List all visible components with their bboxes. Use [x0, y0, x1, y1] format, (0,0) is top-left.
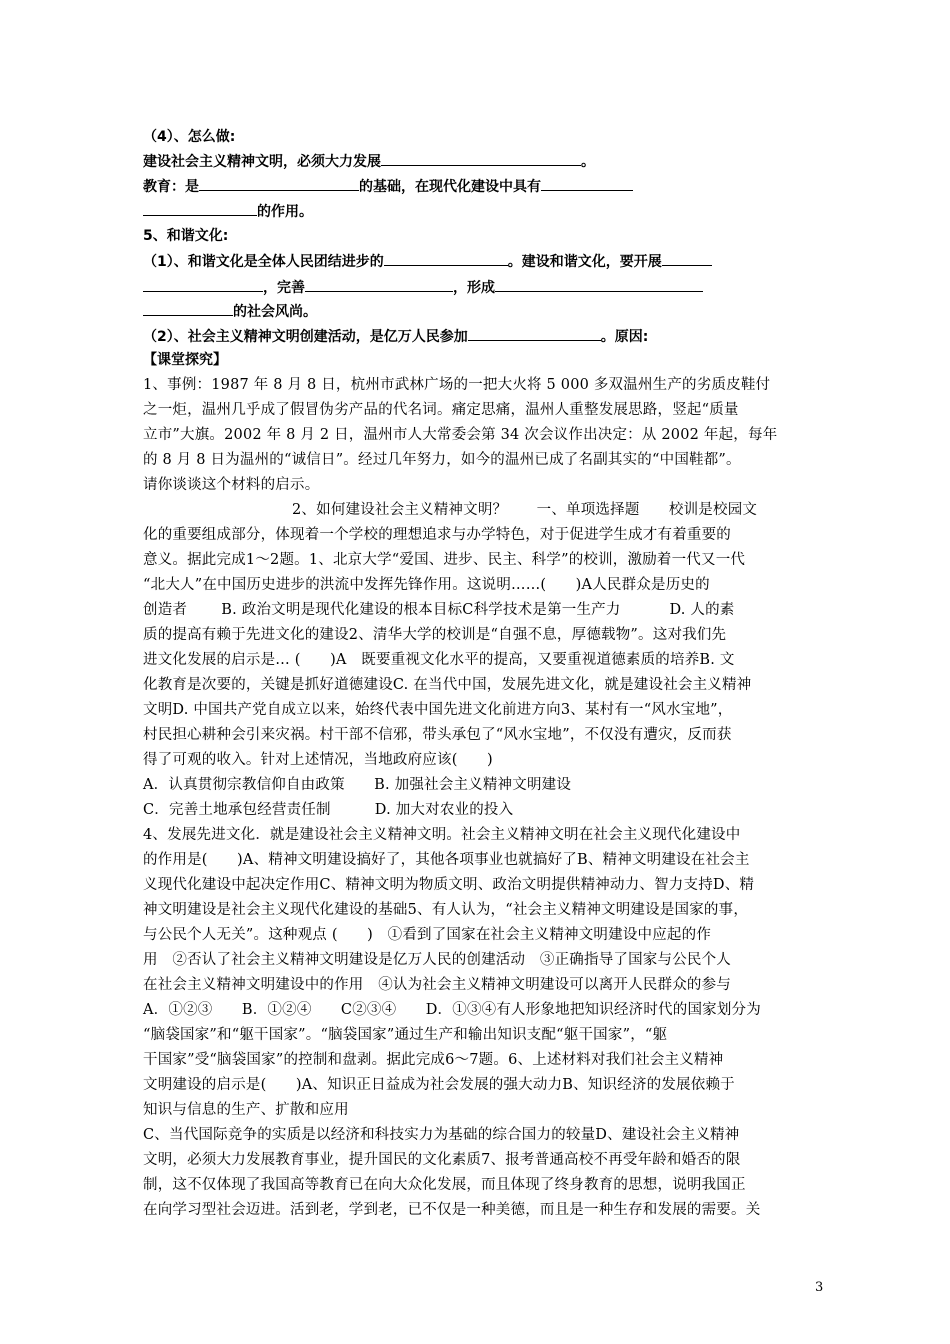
- text: ，完善: [263, 280, 305, 296]
- answer-blank[interactable]: [381, 150, 581, 166]
- body-line: “脑袋国家”和“躯干国家”。“脑袋国家”通过生产和输出知识支配“躯干国家”，“躯: [143, 1027, 668, 1043]
- body-line: 的 8 月 8 日为温州的“诚信日”。经过几年努力，如今的温州已成了名副其实的“中国鞋都”。: [143, 452, 741, 468]
- text: 的基础，在现代化建设中具有: [359, 179, 541, 195]
- text: 的社会风尚。: [233, 304, 317, 320]
- answer-blank[interactable]: [143, 200, 257, 216]
- page-number: 3: [815, 1280, 824, 1295]
- body-line: 在向学习型社会迈进。活到老，学到老，已不仅是一种美德，而且是一种生存和发展的需要。关: [143, 1202, 761, 1218]
- answer-blank[interactable]: [305, 276, 453, 292]
- fill-line-harmony-2: [143, 276, 703, 299]
- body-line: 在社会主义精神文明建设中的作用 ④认为社会主义精神文明建设可以离开人民群众的参与: [143, 977, 731, 993]
- body-line: 文明D. 中国共产党自成立以来，始终代表中国先进文化前进方向3、某村有一“风水宝地”，: [143, 702, 733, 718]
- fill-line-harmony: [143, 250, 712, 273]
- answer-blank[interactable]: [384, 250, 508, 266]
- answer-blank[interactable]: [199, 175, 359, 191]
- option-line: A．认真贯彻宗教信仰自由政策 B. 加强社会主义精神文明建设: [143, 777, 572, 793]
- text: 的作用。: [257, 204, 313, 220]
- text: ，形成: [453, 280, 495, 296]
- body-line: 干国家”受“脑袋国家”的控制和盘剥。据此完成6～7题。6、上述材料对我们社会主义精神: [143, 1052, 724, 1068]
- body-line: 用 ②否认了社会主义精神文明建设是亿万人民的创建活动 ③正确指导了国家与公民个人: [143, 952, 731, 968]
- text: 教育：是: [143, 179, 199, 195]
- body-line: 意义。据此完成1～2题。1、北京大学“爱国、进步、民主、科学”的校训，激励着一代又一代: [143, 552, 746, 568]
- answer-blank[interactable]: [143, 276, 263, 292]
- fill-line-education-role: [143, 175, 633, 198]
- body-line: 神文明建设是社会主义现代化建设的基础5、有人认为，“社会主义精神文明建设是国家的事，: [143, 902, 749, 918]
- body-line: 请你谈谈这个材料的启示。: [143, 477, 320, 493]
- text: （4）、怎么做:: [143, 129, 236, 145]
- section-4-heading: [143, 126, 235, 148]
- body-line: C、当代国际竞争的实质是以经济和科技实力为基础的综合国力的较量D、建设社会主义精神: [143, 1127, 740, 1143]
- answer-blank[interactable]: [662, 250, 712, 266]
- body-line: 与公民个人无关”。这种观点 ( ) ①看到了国家在社会主义精神文明建设中应起的作: [143, 927, 712, 943]
- body-line: 之一炬，温州几乎成了假冒伪劣产品的代名词。痛定思痛，温州人重整发展思路，竖起“质量: [143, 402, 739, 418]
- body-line: 义现代化建设中起决定作用C、精神文明为物质文明、政治文明提供精神动力、智力支持D、精: [143, 877, 755, 893]
- body-line: 1、事例：1987 年 8 月 8 日，杭州市武林广场的一把大火将 5 000 多双温州生产的劣质皮鞋付: [143, 377, 771, 393]
- answer-blank[interactable]: [143, 300, 233, 316]
- body-line: 质的提高有赖于先进文化的建设2、清华大学的校训是“自强不息，厚德载物”。这对我们先: [143, 627, 727, 643]
- body-line: 村民担心耕种会引来灾祸。村干部不信邪，带头承包了“风水宝地”，不仅没有遭灾，反而获: [143, 727, 732, 743]
- fill-line-harmony-3: [143, 300, 317, 323]
- body-line: 的作用是( )A、精神文明建设搞好了，其他各项事业也就搞好了B、精神文明建设在社会主: [143, 852, 750, 868]
- body-line: 化教育是次要的，关键是抓好道德建设C. 在当代中国，发展先进文化，就是建设社会主义精神: [143, 677, 752, 693]
- body-line: 创造者 B. 政治文明是现代化建设的根本目标C科学技术是第一生产力 D. 人的素: [143, 602, 735, 618]
- option-line: C．完善土地承包经营责任制 D. 加大对农业的投入: [143, 802, 514, 818]
- body-line: 4、发展先进文化．就是建设社会主义精神文明。社会主义精神文明在社会主义现代化建设中: [143, 827, 741, 843]
- body-line: 知识与信息的生产、扩散和应用: [143, 1102, 349, 1118]
- class-inquiry-heading: [143, 349, 227, 371]
- text: 。建设和谐文化，要开展: [507, 254, 662, 270]
- body-line: “北大人”在中国历史进步的洪流中发挥先锋作用。这说明……( )A人民群众是历史的: [143, 577, 710, 593]
- body-line: 立市”大旗。2002 年 8 月 2 日，温州市人大常委会第 34 次会议作出决定：从 2002 年起，每年: [143, 427, 778, 443]
- body-line: 进文化发展的启示是… ( )A 既要重视文化水平的提高，又要重视道德素质的培养B. 文: [143, 652, 735, 668]
- body-line: A．①②③ B．①②④ C②③④ D．①③④有人形象地把知识经济时代的国家划分为: [143, 1002, 761, 1018]
- fill-line-role: [143, 200, 313, 223]
- fill-line-education: [143, 150, 595, 173]
- body-line: 2、如何建设社会主义精神文明？ 一、单项选择题 校训是校园文: [292, 502, 758, 518]
- body-line: 文明，必须大力发展教育事业，提升国民的文化素质7、报考普通高校不再受年龄和婚否的限: [143, 1152, 741, 1168]
- text: （1）、和谐文化是全体人民团结进步的: [143, 254, 384, 270]
- text: 。原因:: [600, 329, 649, 345]
- text: 5、和谐文化:: [143, 228, 229, 244]
- text: （2）、社会主义精神文明创建活动，是亿万人民参加: [143, 329, 468, 345]
- answer-blank[interactable]: [541, 175, 633, 191]
- section-5-heading: [143, 225, 228, 247]
- body-line: 文明建设的启示是( )A、知识正日益成为社会发展的强大动力B、知识经济的发展依赖于: [143, 1077, 735, 1093]
- body-line: 化的重要组成部分，体现着一个学校的理想追求与办学特色，对于促进学生成才有着重要的: [143, 527, 731, 543]
- fill-line-campaign: [143, 325, 648, 348]
- body-line: 制，这不仅体现了我国高等教育已在向大众化发展，而且体现了终身教育的思想，说明我国正: [143, 1177, 746, 1193]
- text: 【课堂探究】: [143, 352, 227, 368]
- body-line: 得了可观的收入。针对上述情况，当地政府应该( ): [143, 752, 493, 768]
- answer-blank[interactable]: [468, 325, 601, 341]
- answer-blank[interactable]: [495, 276, 703, 292]
- text: 建设社会主义精神文明，必须大力发展: [143, 154, 381, 170]
- text: 。: [581, 154, 595, 170]
